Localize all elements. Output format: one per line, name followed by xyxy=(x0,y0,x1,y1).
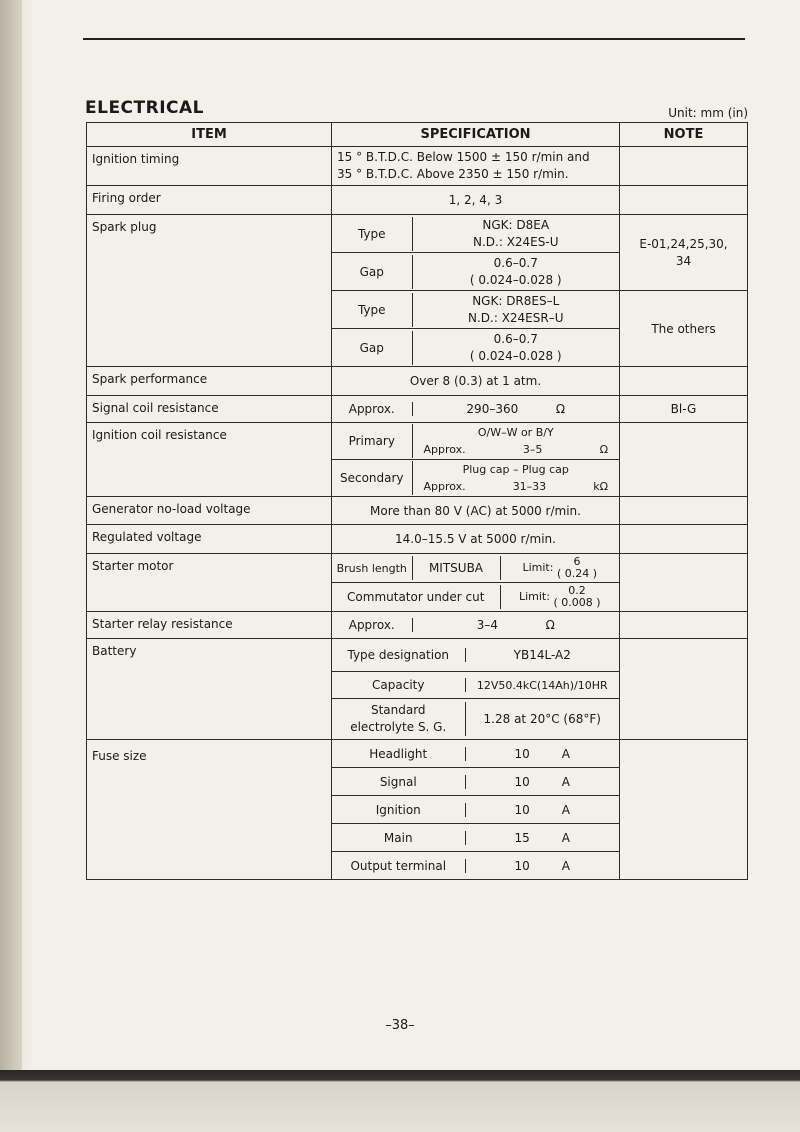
fuse-label: Main xyxy=(332,831,465,845)
item-ignition-coil: Ignition coil resistance xyxy=(87,423,332,497)
item-battery: Battery xyxy=(87,639,332,740)
column-header-item: ITEM xyxy=(87,123,332,147)
brush-limit-inch: ( 0.24 ) xyxy=(556,567,598,580)
spec-spark-plug-gap-1 xyxy=(332,253,620,291)
note-empty xyxy=(620,612,748,639)
table-row xyxy=(87,147,748,186)
spark-plug-nd-2: N.D.: X24ESR–U xyxy=(467,310,564,325)
fuse-label: Signal xyxy=(332,775,465,789)
spark-plug-ngk-1: NGK: D8EA xyxy=(482,217,550,232)
commutator-limit-inch: ( 0.008 ) xyxy=(553,596,601,609)
note-empty xyxy=(620,740,748,880)
fuse-value: 10 xyxy=(514,802,530,817)
table-row xyxy=(87,367,748,396)
primary-prefix: Approx. xyxy=(423,443,466,456)
battery-type-value: YB14L-A2 xyxy=(513,648,571,662)
spec-spark-performance: Over 8 (0.3) at 1 atm. xyxy=(332,367,620,396)
item-fuse-size: Fuse size xyxy=(87,740,332,880)
spark-plug-gap-mm-2: 0.6–0.7 xyxy=(493,331,538,346)
battery-capacity-label: Capacity xyxy=(332,678,465,692)
column-header-specification: SPECIFICATION xyxy=(332,123,620,147)
scan-bottom-edge xyxy=(0,1070,800,1132)
spark-plug-gap-in-1: ( 0.024–0.028 ) xyxy=(469,272,562,287)
spec-fuse-headlight xyxy=(332,740,620,768)
spec-fuse-signal xyxy=(332,768,620,796)
secondary-label: Secondary xyxy=(332,461,412,495)
battery-capacity-value: 12V50.4kC(14Ah)/10HR xyxy=(476,678,608,692)
note-spark-plug-group-1 xyxy=(620,215,748,291)
fuse-value: 15 xyxy=(514,830,530,845)
table-row xyxy=(87,186,748,215)
primary-label: Primary xyxy=(332,424,412,458)
spec-ignition-coil-secondary xyxy=(332,460,620,497)
section-title: ELECTRICAL xyxy=(85,98,205,118)
fuse-unit: A xyxy=(561,830,570,845)
fuse-value: 10 xyxy=(514,858,530,873)
spark-plug-gap-label: Gap xyxy=(332,255,412,289)
fuse-value: 10 xyxy=(514,746,530,761)
fuse-label: Headlight xyxy=(332,747,465,761)
spec-fuse-main xyxy=(332,824,620,852)
table-row xyxy=(87,639,748,672)
item-spark-plug: Spark plug xyxy=(87,215,332,367)
battery-type-label: Type designation xyxy=(332,648,465,662)
spec-ignition-coil-primary xyxy=(332,423,620,460)
spec-ignition-timing xyxy=(332,147,620,186)
signal-coil-prefix: Approx. xyxy=(332,402,412,416)
item-regulated-voltage: Regulated voltage xyxy=(87,525,332,554)
spark-plug-ngk-2: NGK: DR8ES–L xyxy=(472,293,560,308)
electrical-spec-table xyxy=(86,122,748,880)
spec-generator: More than 80 V (AC) at 5000 r/min. xyxy=(332,497,620,525)
fuse-unit: A xyxy=(561,802,570,817)
fuse-unit: A xyxy=(561,746,570,761)
note-signal-coil: Bl-G xyxy=(620,396,748,423)
brush-limit-label: Limit: xyxy=(522,561,554,574)
spec-spark-plug-type-2 xyxy=(332,291,620,329)
spec-regulated-voltage: 14.0–15.5 V at 5000 r/min. xyxy=(332,525,620,554)
fuse-label: Output terminal xyxy=(332,859,465,873)
note-empty xyxy=(620,186,748,215)
spark-plug-gap-label: Gap xyxy=(332,331,412,365)
item-signal-coil: Signal coil resistance xyxy=(87,396,332,423)
brush-maker: MITSUBA xyxy=(412,556,500,580)
table-row xyxy=(87,497,748,525)
page-number: –38– xyxy=(385,1018,415,1033)
battery-sg-label-line-2: electrolyte S. G. xyxy=(350,720,447,734)
item-starter-relay: Starter relay resistance xyxy=(87,612,332,639)
table-row xyxy=(87,612,748,639)
note-empty xyxy=(620,147,748,186)
starter-relay-unit: Ω xyxy=(545,618,555,632)
spec-fuse-output-terminal xyxy=(332,852,620,880)
secondary-leads: Plug cap – Plug cap xyxy=(462,463,569,476)
item-starter-motor: Starter motor xyxy=(87,554,332,612)
item-spark-performance: Spark performance xyxy=(87,367,332,396)
item-firing-order: Firing order xyxy=(87,186,332,215)
starter-relay-value: 3–4 xyxy=(476,618,498,632)
note-empty xyxy=(620,423,748,497)
fuse-unit: A xyxy=(561,858,570,873)
secondary-unit: kΩ xyxy=(593,480,608,493)
spark-plug-gap-in-2: ( 0.024–0.028 ) xyxy=(469,348,562,363)
secondary-prefix: Approx. xyxy=(423,480,466,493)
note-empty xyxy=(620,497,748,525)
table-row xyxy=(87,215,748,253)
spec-battery-capacity xyxy=(332,672,620,699)
unit-label: Unit: mm (in) xyxy=(668,106,748,120)
spark-plug-gap-mm-1: 0.6–0.7 xyxy=(493,255,538,270)
item-ignition-timing: Ignition timing xyxy=(87,147,332,186)
secondary-value: 31–33 xyxy=(512,480,547,493)
page-binding-shadow xyxy=(0,0,22,1132)
note-areas-line-1: E-01,24,25,30, xyxy=(639,236,728,251)
fuse-value: 10 xyxy=(514,774,530,789)
fuse-label: Ignition xyxy=(332,803,465,817)
note-empty xyxy=(620,525,748,554)
note-empty xyxy=(620,367,748,396)
ignition-timing-line-1: 15 ° B.T.D.C. Below 1500 ± 150 r/min and xyxy=(337,150,590,164)
item-generator: Generator no-load voltage xyxy=(87,497,332,525)
spark-plug-type-label: Type xyxy=(332,293,412,327)
spec-battery-sg xyxy=(332,699,620,740)
primary-value: 3–5 xyxy=(522,443,543,456)
table-row xyxy=(87,396,748,423)
spark-plug-type-label: Type xyxy=(332,217,412,251)
spec-starter-commutator xyxy=(332,583,620,612)
note-empty xyxy=(620,639,748,740)
table-row xyxy=(87,423,748,460)
battery-sg-label-line-1: Standard xyxy=(370,703,426,717)
table-header-row xyxy=(87,123,748,147)
table-row xyxy=(87,525,748,554)
starter-relay-prefix: Approx. xyxy=(332,618,412,632)
column-header-note: NOTE xyxy=(620,123,748,147)
spec-starter-brush xyxy=(332,554,620,583)
note-areas-line-2: 34 xyxy=(675,253,692,268)
spec-spark-plug-type-1 xyxy=(332,215,620,253)
primary-leads: O/W–W or B/Y xyxy=(477,426,554,439)
fuse-unit: A xyxy=(561,774,570,789)
commutator-label: Commutator under cut xyxy=(332,585,500,609)
note-empty xyxy=(620,554,748,612)
note-spark-plug-group-2: The others xyxy=(620,291,748,367)
spec-fuse-ignition xyxy=(332,796,620,824)
ignition-timing-line-2: 35 ° B.T.D.C. Above 2350 ± 150 r/min. xyxy=(337,167,569,181)
spec-battery-type xyxy=(332,639,620,672)
brush-length-label: Brush length xyxy=(332,556,412,580)
table-row xyxy=(87,740,748,768)
top-rule xyxy=(83,38,745,40)
table-row xyxy=(87,554,748,583)
signal-coil-unit: Ω xyxy=(555,402,566,416)
signal-coil-value: 290–360 xyxy=(466,402,519,416)
primary-unit: Ω xyxy=(599,443,608,456)
commutator-limit-value: 0.2 xyxy=(568,584,586,597)
spec-signal-coil xyxy=(332,396,620,423)
spark-plug-nd-1: N.D.: X24ES-U xyxy=(472,234,559,249)
spec-firing-order: 1, 2, 4, 3 xyxy=(332,186,620,215)
battery-sg-value: 1.28 at 20°C (68°F) xyxy=(483,712,601,726)
spec-starter-relay xyxy=(332,612,620,639)
spec-spark-plug-gap-2 xyxy=(332,329,620,367)
commutator-limit-label: Limit: xyxy=(518,590,550,603)
brush-limit-value: 6 xyxy=(573,555,581,568)
